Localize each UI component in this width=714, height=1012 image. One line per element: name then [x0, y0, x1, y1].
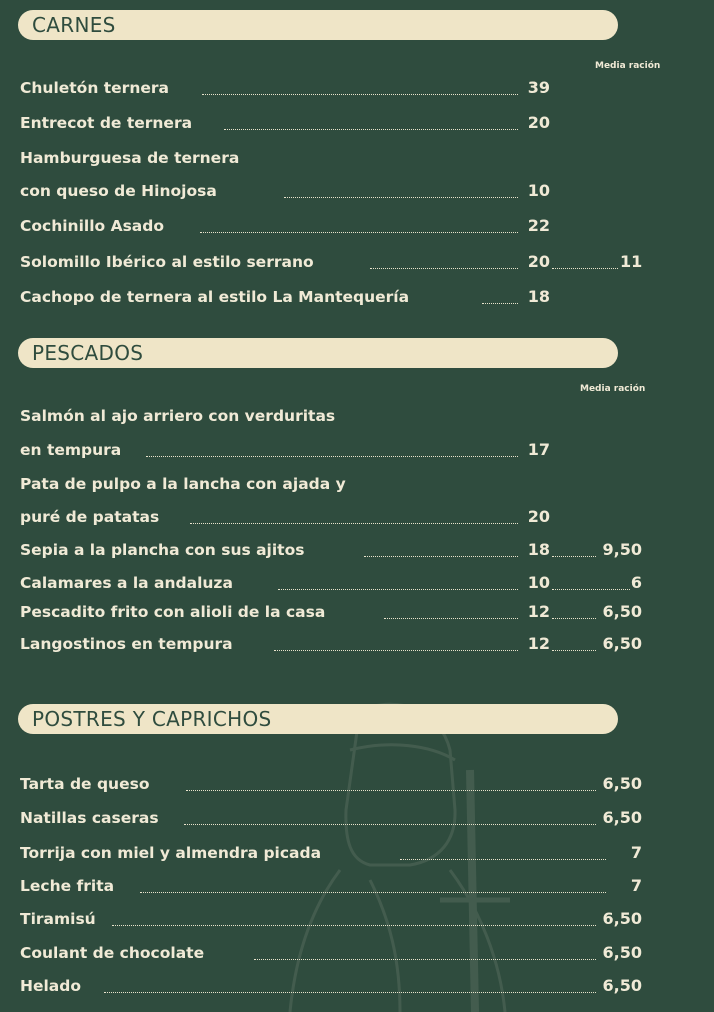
leader-dots — [254, 959, 596, 960]
leader-dots — [140, 892, 606, 893]
leader-dots — [274, 650, 518, 651]
item-price: 20 — [527, 113, 550, 132]
menu-item: Coulant de chocolate — [20, 944, 205, 962]
leader-dots — [400, 859, 606, 860]
item-price: 18 — [527, 540, 550, 559]
item-price: 6,50 — [602, 774, 642, 793]
menu-item: Cachopo de ternera al estilo La Mantequería — [20, 288, 410, 306]
leader-dots — [552, 650, 596, 651]
item-price: 18 — [527, 287, 550, 306]
leader-dots — [146, 456, 518, 457]
menu-item: en tempura — [20, 441, 122, 459]
item-price: 7 — [630, 843, 642, 862]
item-price: 6,50 — [602, 976, 642, 995]
menu-item: Tarta de queso — [20, 775, 150, 793]
item-price: 10 — [527, 181, 550, 200]
leader-dots — [104, 992, 596, 993]
menu-item: Langostinos en tempura — [20, 635, 233, 653]
leader-dots — [552, 618, 596, 619]
menu-item: Torrija con miel y almendra picada — [20, 844, 322, 862]
menu-item: Hamburguesa de ternera — [20, 149, 240, 167]
item-price: 6,50 — [602, 943, 642, 962]
half-portion-price: 6,50 — [602, 634, 642, 653]
leader-dots — [482, 303, 518, 304]
leader-dots — [284, 197, 518, 198]
item-price: 20 — [527, 507, 550, 526]
menu-item: Pescadito frito con alioli de la casa — [20, 603, 326, 621]
item-price: 6,50 — [602, 808, 642, 827]
leader-dots — [364, 556, 518, 557]
half-portion-price: 6,50 — [602, 602, 642, 621]
leader-dots — [552, 268, 618, 269]
menu-item: Solomillo Ibérico al estilo serrano — [20, 253, 314, 271]
leader-dots — [370, 268, 518, 269]
half-portion-price: 11 — [620, 252, 643, 271]
item-price: 12 — [527, 602, 550, 621]
leader-dots — [384, 618, 518, 619]
item-price: 17 — [527, 440, 550, 459]
section-header-pescados: PESCADOS — [18, 338, 618, 368]
leader-dots — [224, 129, 518, 130]
item-price: 39 — [527, 78, 550, 97]
menu-item: Entrecot de ternera — [20, 114, 193, 132]
item-price: 22 — [527, 216, 550, 235]
menu-item: Helado — [20, 977, 82, 995]
menu-item: Natillas caseras — [20, 809, 159, 827]
menu-item: Tiramisú — [20, 910, 96, 928]
menu-item: Cochinillo Asado — [20, 217, 165, 235]
menu-item: Leche frita — [20, 877, 115, 895]
item-price: 20 — [527, 252, 550, 271]
menu-item: puré de patatas — [20, 508, 160, 526]
leader-dots — [190, 523, 518, 524]
leader-dots — [200, 232, 518, 233]
item-price: 10 — [527, 573, 550, 592]
leader-dots — [278, 589, 518, 590]
menu-item: Sepia a la plancha con sus ajitos — [20, 541, 305, 559]
menu-item: Chuletón ternera — [20, 79, 169, 97]
half-portion-price: 6 — [630, 573, 642, 592]
menu-item: Pata de pulpo a la lancha con ajada y — [20, 475, 346, 493]
leader-dots — [186, 790, 596, 791]
section-header-carnes: CARNES — [18, 10, 618, 40]
menu-item: Salmón al ajo arriero con verduritas — [20, 407, 336, 425]
item-price: 6,50 — [602, 909, 642, 928]
section-header-postres: POSTRES Y CAPRICHOS — [18, 704, 618, 734]
leader-dots — [112, 925, 596, 926]
menu-item: con queso de Hinojosa — [20, 182, 217, 200]
leader-dots — [552, 589, 630, 590]
half-portion-label: Media ración — [595, 61, 661, 71]
leader-dots — [552, 556, 596, 557]
leader-dots — [202, 94, 518, 95]
half-portion-price: 9,50 — [602, 540, 642, 559]
item-price: 7 — [630, 876, 642, 895]
leader-dots — [184, 824, 596, 825]
half-portion-label: Media ración — [580, 384, 646, 394]
item-price: 12 — [527, 634, 550, 653]
menu-item: Calamares a la andaluza — [20, 574, 233, 592]
